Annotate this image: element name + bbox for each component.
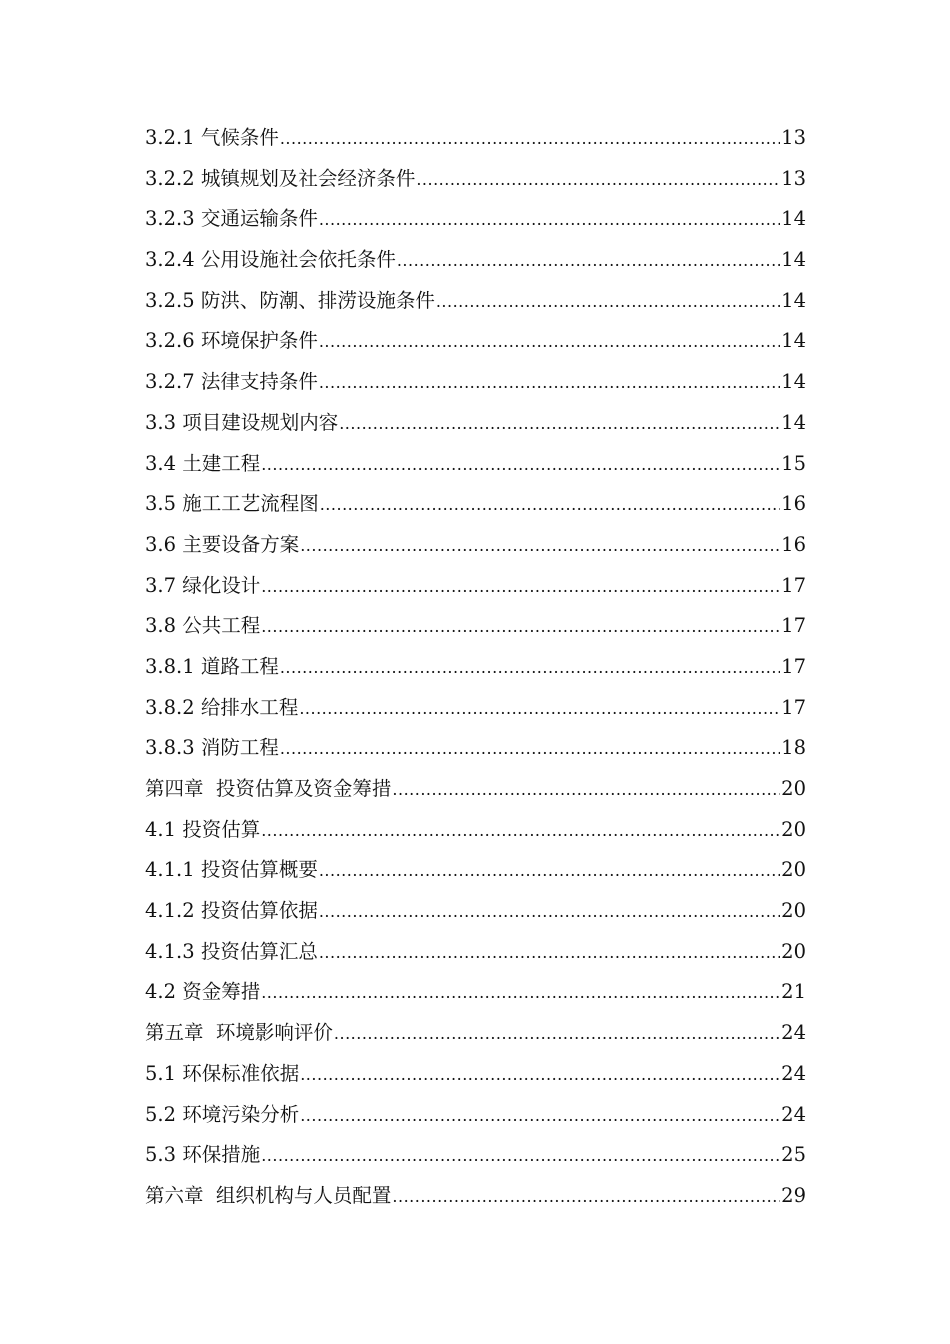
toc-dot-leader	[319, 892, 780, 933]
toc-entry-page: 18	[781, 736, 806, 760]
toc-dot-leader	[280, 729, 780, 770]
toc-entry-title: 5.2 环境污染分析	[145, 1102, 300, 1126]
toc-entry[interactable]	[145, 362, 806, 403]
toc-entry[interactable]	[145, 444, 806, 485]
toc-entry-page: 17	[781, 614, 806, 638]
toc-entry-page: 17	[781, 573, 806, 597]
toc-entry-title: 5.3 环保措施	[145, 1143, 261, 1167]
toc-entry-page: 16	[781, 532, 806, 556]
toc-dot-leader	[319, 200, 780, 241]
toc-dot-leader	[416, 160, 780, 201]
toc-entry-title: 3.2.7 法律支持条件	[145, 370, 318, 394]
toc-entry-title: 第六章 组织机构与人员配置	[145, 1183, 392, 1207]
toc-entry-page: 20	[781, 939, 806, 963]
toc-entry-title: 3.6 主要设备方案	[145, 532, 300, 556]
toc-entry-title: 3.2.6 环境保护条件	[145, 329, 318, 353]
toc-entry-chapter[interactable]	[145, 1176, 806, 1217]
toc-entry-title: 第五章 环境影响评价	[145, 1021, 333, 1045]
toc-entry-page: 16	[781, 492, 806, 516]
toc-entry-title: 3.8.1 道路工程	[145, 654, 279, 678]
toc-entry-title: 3.2.1 气候条件	[145, 126, 279, 149]
toc-dot-leader	[397, 241, 780, 282]
toc-entry-chapter[interactable]	[145, 1013, 806, 1054]
toc-entry[interactable]	[145, 850, 806, 891]
toc-dot-leader	[319, 933, 780, 974]
toc-entry[interactable]	[145, 321, 806, 362]
toc-entry-title: 4.1.1 投资估算概要	[145, 858, 318, 882]
toc-dot-leader	[392, 1177, 780, 1218]
toc-entry-page: 20	[781, 858, 806, 882]
toc-entry[interactable]	[145, 1054, 806, 1095]
toc-entry[interactable]	[145, 484, 806, 525]
toc-entry-page: 20	[781, 777, 806, 800]
toc-entry-page: 24	[781, 1061, 806, 1085]
toc-entry[interactable]	[145, 118, 806, 159]
toc-entry-title: 3.2.2 城镇规划及社会经济条件	[145, 166, 416, 190]
toc-entry-title: 3.2.4 公用设施社会依托条件	[145, 248, 396, 272]
toc-dot-leader	[436, 282, 780, 323]
toc-entry[interactable]	[145, 240, 806, 281]
toc-entry[interactable]	[145, 199, 806, 240]
toc-entry-title: 3.2.3 交通运输条件	[145, 207, 318, 231]
toc-dot-leader	[300, 1096, 780, 1137]
toc-entry-page: 17	[781, 695, 806, 719]
toc-entry-title: 5.1 环保标准依据	[145, 1061, 300, 1085]
toc-entry-page: 14	[781, 410, 806, 434]
toc-entry-page: 24	[781, 1021, 806, 1045]
toc-entry-title: 3.2.5 防洪、防潮、排涝设施条件	[145, 288, 435, 312]
toc-entry-title: 3.7 绿化设计	[145, 573, 261, 597]
toc-entry-page: 14	[781, 248, 806, 272]
toc-entry-title: 3.8.2 给排水工程	[145, 695, 299, 719]
toc-entry-page: 14	[781, 288, 806, 312]
toc-dot-leader	[280, 119, 780, 160]
toc-dot-leader	[319, 363, 780, 404]
toc-entry[interactable]	[145, 932, 806, 973]
toc-entry[interactable]	[145, 810, 806, 851]
toc-entry[interactable]	[145, 566, 806, 607]
toc-dot-leader	[339, 404, 780, 445]
toc-entry-page: 29	[781, 1183, 806, 1207]
toc-entry[interactable]	[145, 281, 806, 322]
toc-entry-chapter[interactable]	[145, 769, 806, 810]
toc-entry[interactable]	[145, 891, 806, 932]
toc-entry-page: 15	[781, 451, 806, 475]
toc-entry[interactable]	[145, 972, 806, 1013]
toc-entry-title: 3.8 公共工程	[145, 614, 261, 638]
toc-entry-page: 13	[781, 166, 806, 190]
toc-entry-title: 4.1.3 投资估算汇总	[145, 939, 318, 963]
toc-entry-page: 20	[781, 817, 806, 841]
toc-dot-leader	[261, 811, 780, 852]
toc-entry-page: 14	[781, 329, 806, 353]
toc-dot-leader	[261, 973, 780, 1014]
toc-entry-title: 3.8.3 消防工程	[145, 736, 279, 760]
toc-dot-leader	[261, 607, 780, 648]
toc-entry[interactable]	[145, 688, 806, 729]
toc-entry[interactable]	[145, 403, 806, 444]
toc-entry-page: 13	[781, 126, 806, 149]
toc-entry-page: 24	[781, 1102, 806, 1126]
toc-entry-title: 4.1 投资估算	[145, 817, 261, 841]
toc-dot-leader	[261, 1136, 780, 1177]
toc-entry[interactable]	[145, 159, 806, 200]
toc-entry-title: 3.5 施工工艺流程图	[145, 492, 319, 516]
toc-dot-leader	[300, 526, 780, 567]
toc-entry[interactable]	[145, 1095, 806, 1136]
toc-dot-leader	[299, 689, 780, 730]
toc-dot-leader	[300, 1055, 780, 1096]
toc-entry-title: 第四章 投资估算及资金筹措	[145, 777, 392, 800]
toc-entry[interactable]	[145, 728, 806, 769]
toc-dot-leader	[334, 1014, 780, 1055]
toc-dot-leader	[392, 770, 780, 811]
toc-dot-leader	[320, 485, 780, 526]
toc-dot-leader	[261, 567, 780, 608]
toc-entry[interactable]	[145, 606, 806, 647]
toc-entry-page: 21	[781, 980, 806, 1004]
toc-entry[interactable]	[145, 1135, 806, 1176]
toc-entry-page: 20	[781, 899, 806, 923]
toc-entry[interactable]	[145, 525, 806, 566]
toc-entry-title: 3.3 项目建设规划内容	[145, 410, 339, 434]
toc-dot-leader	[319, 851, 780, 892]
toc-entry-title: 4.1.2 投资估算依据	[145, 899, 318, 923]
toc-entry[interactable]	[145, 647, 806, 688]
toc-dot-leader	[261, 445, 780, 486]
toc-entry-page: 17	[781, 654, 806, 678]
toc-dot-leader	[319, 322, 780, 363]
toc-entry-title: 3.4 土建工程	[145, 451, 261, 475]
toc-entry-title: 4.2 资金筹措	[145, 980, 261, 1004]
toc-entry-page: 25	[781, 1143, 806, 1167]
toc-entry-page: 14	[781, 370, 806, 394]
toc-entry-page: 14	[781, 207, 806, 231]
table-of-contents	[145, 118, 806, 1217]
toc-dot-leader	[280, 648, 780, 689]
